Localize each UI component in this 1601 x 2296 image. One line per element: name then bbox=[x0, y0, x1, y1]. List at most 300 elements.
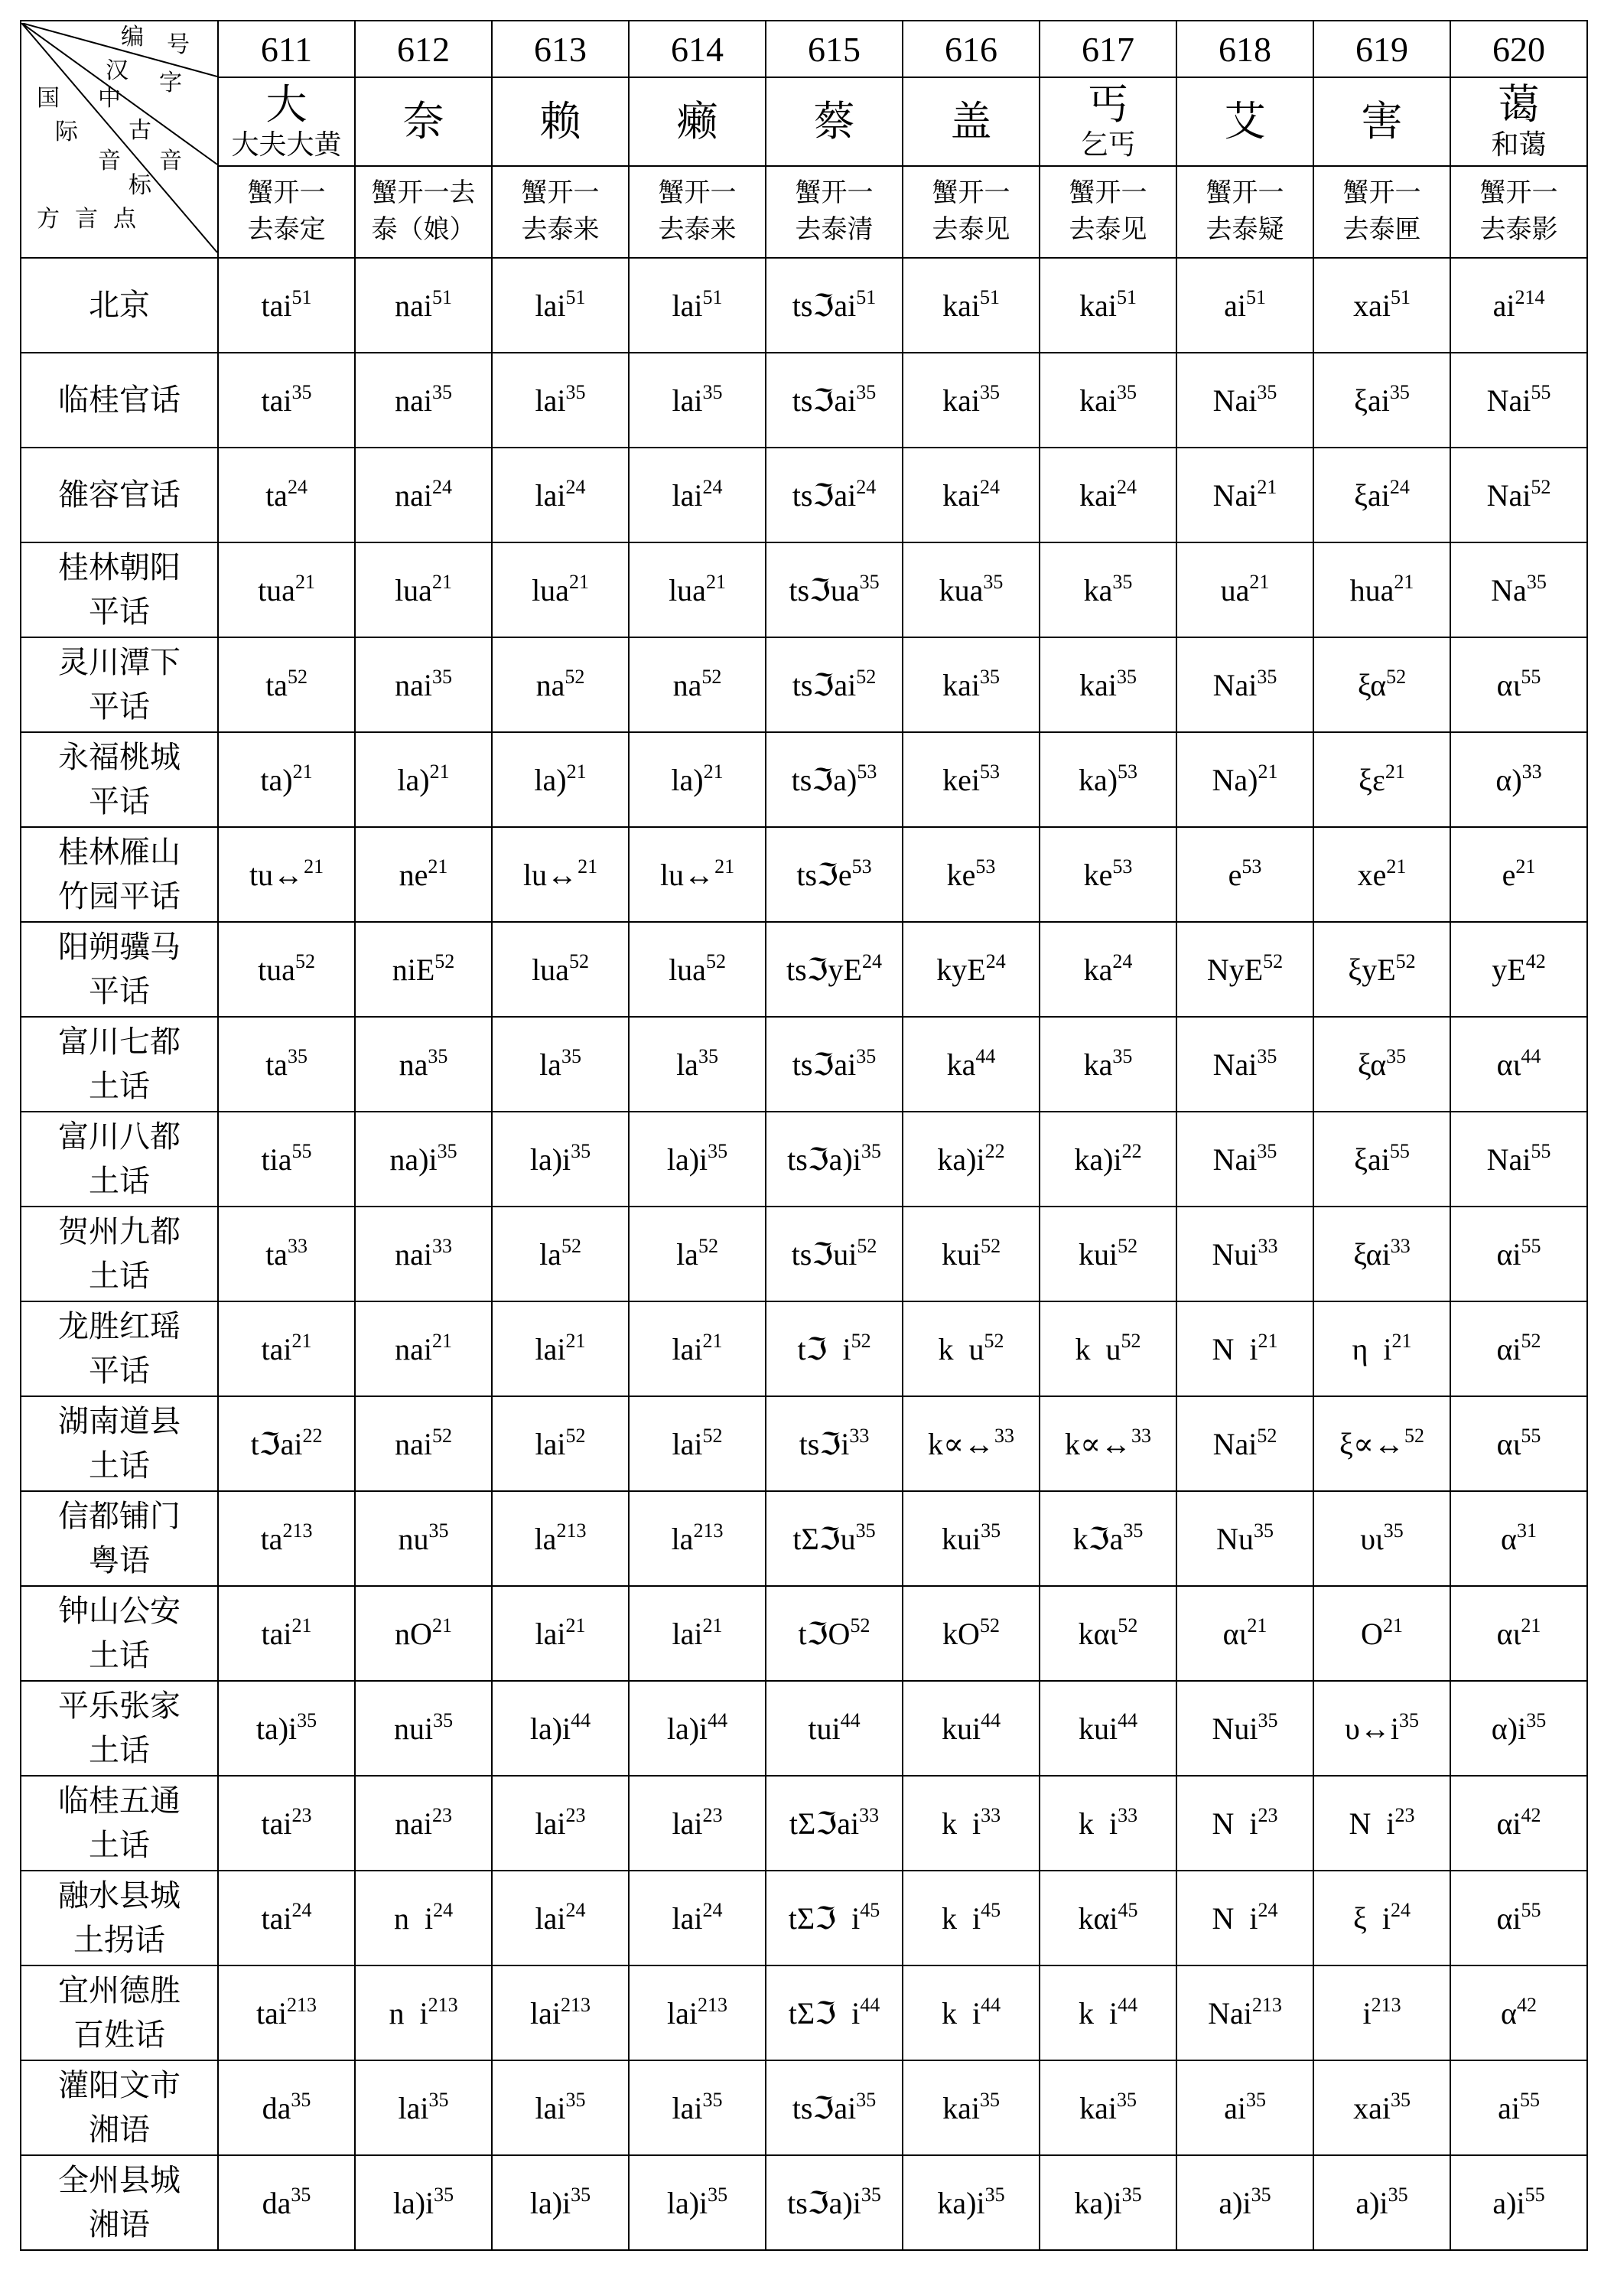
ipa-cell bbox=[1313, 1586, 1450, 1681]
tone-value: 21 bbox=[431, 1614, 452, 1637]
column-phonology bbox=[903, 166, 1040, 258]
column-number: 615 bbox=[766, 21, 903, 77]
dialect-name-line: 宜州德胜 bbox=[58, 1973, 181, 2008]
ipa-transcription: tℑai bbox=[250, 1426, 303, 1461]
ipa-cell bbox=[492, 542, 629, 637]
tone-value: 51 bbox=[702, 285, 723, 308]
tone-value: 35 bbox=[291, 2088, 311, 2111]
ipa-cell bbox=[355, 1871, 492, 1965]
ipa-cell bbox=[1450, 258, 1587, 353]
tone-value: 21 bbox=[565, 1329, 586, 1352]
ipa-cell bbox=[492, 353, 629, 448]
tone-value: 35 bbox=[1112, 1044, 1133, 1067]
ipa-cell bbox=[629, 448, 766, 542]
ipa-cell bbox=[355, 1017, 492, 1112]
ipa-cell bbox=[1313, 1017, 1450, 1112]
column-phonology bbox=[218, 166, 355, 258]
ipa-cell bbox=[355, 1965, 492, 2060]
ipa-transcription: lai bbox=[672, 2090, 703, 2125]
tone-value: 35 bbox=[428, 1044, 448, 1067]
column-number: 613 bbox=[492, 21, 629, 77]
tone-value: 33 bbox=[1521, 760, 1542, 783]
ipa-transcription: niE bbox=[392, 952, 435, 987]
column-phonology bbox=[629, 166, 766, 258]
ipa-cell bbox=[1040, 1681, 1176, 1776]
tone-value: 42 bbox=[1525, 949, 1546, 972]
ipa-transcription: k∝↔ bbox=[927, 1426, 995, 1461]
tone-value: 53 bbox=[1241, 855, 1262, 878]
tone-value: 42 bbox=[1521, 1803, 1541, 1826]
tone-value: 52 bbox=[434, 949, 455, 972]
ipa-cell bbox=[1176, 732, 1313, 827]
tone-value: 35 bbox=[428, 1519, 449, 1542]
dialect-name-line: 灵川潭下 bbox=[58, 645, 181, 679]
tone-value: 42 bbox=[1516, 1993, 1537, 2016]
ipa-transcription: tsℑai bbox=[792, 667, 857, 702]
ipa-transcription: tsℑa)i bbox=[787, 2185, 861, 2220]
column-number: 614 bbox=[629, 21, 766, 77]
ipa-transcription: tΣℑ i bbox=[788, 1995, 861, 2031]
ipa-cell bbox=[1313, 922, 1450, 1017]
ipa-cell bbox=[1176, 1681, 1313, 1776]
ipa-transcription: Nai bbox=[1212, 1047, 1258, 1082]
character-example: 和蔼 bbox=[1491, 129, 1547, 160]
ipa-transcription: ke bbox=[946, 857, 976, 892]
ipa-cell bbox=[629, 1112, 766, 1207]
tone-value: 213 bbox=[428, 1993, 458, 2016]
ipa-transcription: αι bbox=[1496, 1616, 1521, 1651]
ipa-transcription: lai bbox=[535, 477, 566, 513]
tone-value: 44 bbox=[981, 1993, 1001, 2016]
ipa-cell bbox=[766, 1586, 903, 1681]
ipa-transcription: i bbox=[1362, 1995, 1372, 2031]
ipa-transcription: Nui bbox=[1212, 1236, 1258, 1272]
tone-value: 52 bbox=[851, 1329, 871, 1352]
ipa-transcription: kO bbox=[942, 1616, 980, 1651]
ipa-cell bbox=[629, 1965, 766, 2060]
tone-value: 214 bbox=[1515, 285, 1545, 308]
ipa-cell bbox=[1040, 827, 1176, 922]
ipa-cell bbox=[355, 1681, 492, 1776]
ipa-cell bbox=[903, 2155, 1040, 2250]
ipa-cell bbox=[629, 1491, 766, 1586]
tone-value: 44 bbox=[708, 1708, 728, 1731]
ipa-cell bbox=[629, 732, 766, 827]
phonology-line: 去泰定 bbox=[247, 216, 326, 244]
tone-value: 21 bbox=[1386, 855, 1407, 878]
ipa-cell bbox=[1313, 827, 1450, 922]
character-glyph: 蔼 bbox=[1498, 82, 1540, 128]
ipa-transcription: αι bbox=[1496, 1047, 1521, 1082]
ipa-cell bbox=[492, 732, 629, 827]
dialect-point bbox=[21, 448, 218, 542]
ipa-transcription: tai bbox=[256, 1995, 287, 2031]
ipa-cell bbox=[1040, 1965, 1176, 2060]
tone-value: 35 bbox=[431, 380, 452, 403]
ipa-transcription: ua bbox=[1220, 572, 1250, 607]
tone-value: 35 bbox=[1257, 1044, 1277, 1067]
corner-label: 字 bbox=[159, 70, 182, 96]
ipa-transcription: k i bbox=[941, 1995, 981, 2031]
ipa-transcription: la bbox=[534, 1521, 557, 1556]
ipa-transcription: xe bbox=[1357, 857, 1387, 892]
ipa-cell bbox=[1450, 1491, 1587, 1586]
ipa-transcription: lai bbox=[530, 1995, 561, 2031]
character-glyph: 害 bbox=[1361, 99, 1403, 145]
tone-value: 35 bbox=[1383, 1519, 1404, 1542]
ipa-transcription: kua bbox=[939, 572, 984, 607]
ipa-cell bbox=[355, 1586, 492, 1681]
ipa-transcription: da bbox=[262, 2185, 291, 2220]
ipa-cell bbox=[629, 1017, 766, 1112]
tone-value: 35 bbox=[856, 1044, 877, 1067]
ipa-cell bbox=[766, 258, 903, 353]
ipa-transcription: ne bbox=[399, 857, 428, 892]
ipa-transcription: k i bbox=[1078, 1806, 1118, 1841]
ipa-transcription: lu↔ bbox=[659, 857, 715, 892]
corner-label: 音 bbox=[98, 148, 121, 174]
character-glyph: 艾 bbox=[1224, 99, 1266, 145]
ipa-transcription: αi bbox=[1496, 1806, 1521, 1841]
corner-label: 中 bbox=[98, 86, 121, 111]
ipa-cell bbox=[355, 353, 492, 448]
ipa-transcription: kai bbox=[1079, 2090, 1117, 2125]
tone-value: 55 bbox=[1521, 665, 1541, 688]
ipa-cell bbox=[1450, 2155, 1587, 2250]
tone-value: 31 bbox=[1516, 1519, 1537, 1542]
ipa-cell bbox=[903, 258, 1040, 353]
phonology-line: 蟹开一 bbox=[247, 179, 326, 207]
ipa-cell bbox=[1176, 637, 1313, 732]
corner-label: 音 bbox=[159, 148, 182, 174]
ipa-cell bbox=[1176, 1112, 1313, 1207]
ipa-cell bbox=[218, 637, 355, 732]
ipa-transcription: la bbox=[676, 1047, 698, 1082]
tone-value: 53 bbox=[979, 760, 1000, 783]
ipa-transcription: k u bbox=[938, 1331, 984, 1366]
dialect-name-line: 土话 bbox=[89, 1259, 150, 1293]
ipa-cell bbox=[218, 1207, 355, 1301]
ipa-transcription: la)i bbox=[529, 1141, 571, 1177]
ipa-cell bbox=[1450, 922, 1587, 1017]
table-row bbox=[21, 1301, 1587, 1396]
tone-value: 24 bbox=[287, 475, 308, 498]
ipa-cell bbox=[1040, 1586, 1176, 1681]
character-glyph: 奈 bbox=[402, 99, 444, 145]
ipa-transcription: nai bbox=[395, 1806, 432, 1841]
tone-value: 35 bbox=[984, 2183, 1005, 2206]
ipa-cell bbox=[355, 258, 492, 353]
tone-value: 51 bbox=[1116, 285, 1137, 308]
ipa-transcription: ke bbox=[1083, 857, 1113, 892]
ipa-transcription: Nai bbox=[1208, 1995, 1252, 2031]
dialect-name-line: 桂林雁山 bbox=[58, 835, 181, 869]
ipa-transcription: nui bbox=[393, 1711, 434, 1746]
corner-label: 点 bbox=[113, 207, 136, 232]
ipa-cell bbox=[1450, 1965, 1587, 2060]
tone-value: 35 bbox=[571, 2183, 591, 2206]
ipa-cell bbox=[492, 1301, 629, 1396]
ipa-transcription: tsℑa) bbox=[791, 762, 857, 797]
tone-value: 24 bbox=[1390, 1898, 1411, 1921]
ipa-cell bbox=[903, 1491, 1040, 1586]
ipa-cell bbox=[903, 1965, 1040, 2060]
ipa-transcription: tui bbox=[808, 1711, 841, 1746]
ipa-transcription: ta bbox=[265, 1047, 288, 1082]
dialect-name-line: 贺州九都 bbox=[58, 1214, 181, 1249]
ipa-cell bbox=[355, 1112, 492, 1207]
dialect-name-line: 阳朔骥马 bbox=[58, 930, 181, 964]
ipa-transcription: ka bbox=[946, 1047, 976, 1082]
table-row bbox=[21, 1396, 1587, 1491]
ipa-transcription: kai bbox=[942, 667, 980, 702]
character-glyph: 癞 bbox=[676, 99, 718, 145]
ipa-transcription: yE bbox=[1492, 952, 1526, 987]
phonology-line: 蟹开一 bbox=[795, 179, 874, 207]
ipa-transcription: N i bbox=[1349, 1806, 1395, 1841]
tone-value: 21 bbox=[1258, 1329, 1278, 1352]
dialect-point bbox=[21, 1965, 218, 2060]
tone-value: 33 bbox=[287, 1234, 308, 1257]
tone-value: 35 bbox=[1257, 1139, 1277, 1162]
ipa-transcription: lu↔ bbox=[522, 857, 578, 892]
ipa-transcription: ka)i bbox=[1074, 2185, 1122, 2220]
ipa-cell bbox=[1176, 2060, 1313, 2155]
ipa-cell bbox=[1176, 542, 1313, 637]
dialect-point bbox=[21, 1776, 218, 1871]
tone-value: 55 bbox=[1531, 380, 1551, 403]
ipa-transcription: ai bbox=[1498, 2090, 1520, 2125]
tone-value: 21 bbox=[1249, 570, 1270, 593]
ipa-cell bbox=[1313, 732, 1450, 827]
ipa-cell bbox=[903, 353, 1040, 448]
ipa-transcription: nai bbox=[395, 1236, 432, 1272]
ipa-cell bbox=[218, 448, 355, 542]
ipa-transcription: kαι bbox=[1078, 1616, 1118, 1651]
tone-value: 51 bbox=[291, 285, 312, 308]
ipa-transcription: ta) bbox=[260, 762, 293, 797]
character-glyph: 蔡 bbox=[813, 99, 855, 145]
tone-value: 35 bbox=[1390, 2088, 1411, 2111]
ipa-cell bbox=[903, 1396, 1040, 1491]
ipa-transcription: tu↔ bbox=[249, 857, 304, 892]
tone-value: 52 bbox=[981, 1234, 1001, 1257]
tone-value: 52 bbox=[1118, 1614, 1138, 1637]
ipa-transcription: tai bbox=[261, 1331, 292, 1366]
tone-value: 52 bbox=[565, 1424, 586, 1447]
tone-value: 35 bbox=[855, 1519, 876, 1542]
ipa-transcription: lai bbox=[672, 383, 703, 418]
tone-value: 52 bbox=[705, 949, 726, 972]
ipa-transcription: kai bbox=[1079, 667, 1117, 702]
ipa-transcription: αι bbox=[1222, 1616, 1248, 1651]
phonology-line: 去泰清 bbox=[795, 216, 874, 244]
ipa-transcription: kαi bbox=[1078, 1900, 1118, 1936]
table-row bbox=[21, 353, 1587, 448]
tone-value: 21 bbox=[1391, 1329, 1412, 1352]
ipa-transcription: αι bbox=[1496, 1426, 1521, 1461]
tone-value: 44 bbox=[981, 1708, 1001, 1731]
dialect-name-line: 平话 bbox=[89, 689, 150, 724]
dialect-name-line: 灌阳文市 bbox=[58, 2068, 181, 2102]
tone-value: 45 bbox=[981, 1898, 1001, 1921]
tone-value: 51 bbox=[431, 285, 452, 308]
tone-value: 21 bbox=[304, 855, 324, 878]
ipa-transcription: n i bbox=[389, 1995, 428, 2031]
tone-value: 52 bbox=[1404, 1424, 1424, 1447]
tone-value: 21 bbox=[1521, 1614, 1541, 1637]
ipa-transcription: αi bbox=[1496, 1236, 1521, 1272]
ipa-cell bbox=[218, 1301, 355, 1396]
table-row bbox=[21, 1776, 1587, 1871]
ipa-cell bbox=[766, 1776, 903, 1871]
ipa-cell bbox=[903, 922, 1040, 1017]
tone-value: 24 bbox=[565, 1898, 586, 1921]
ipa-cell bbox=[355, 542, 492, 637]
ipa-transcription: ξα bbox=[1357, 1047, 1387, 1082]
ipa-transcription: αi bbox=[1496, 1900, 1521, 1936]
ipa-cell bbox=[218, 1586, 355, 1681]
ipa-transcription: tsℑe bbox=[796, 857, 852, 892]
tone-value: 51 bbox=[979, 285, 1000, 308]
tone-value: 24 bbox=[291, 1898, 312, 1921]
ipa-transcription: lua bbox=[669, 572, 706, 607]
ipa-transcription: nai bbox=[395, 667, 432, 702]
ipa-cell bbox=[492, 2155, 629, 2250]
ipa-transcription: Nai bbox=[1212, 1426, 1258, 1461]
tone-value: 35 bbox=[561, 1044, 581, 1067]
ipa-cell bbox=[766, 448, 903, 542]
dialect-name-line: 桂林朝阳 bbox=[58, 550, 181, 585]
ipa-cell bbox=[1450, 1396, 1587, 1491]
ipa-cell bbox=[766, 637, 903, 732]
tone-value: 52 bbox=[857, 1234, 877, 1257]
tone-value: 35 bbox=[1526, 1708, 1547, 1731]
tone-value: 35 bbox=[981, 1519, 1001, 1542]
dialect-name-line: 雒容官话 bbox=[58, 477, 181, 512]
dialect-name-line: 全州县城 bbox=[58, 2163, 181, 2197]
ipa-cell bbox=[218, 922, 355, 1017]
column-phonology bbox=[1176, 166, 1313, 258]
ipa-transcription: na bbox=[535, 667, 565, 702]
dialect-point bbox=[21, 1491, 218, 1586]
tone-value: 52 bbox=[561, 1234, 581, 1257]
ipa-cell bbox=[1450, 827, 1587, 922]
tone-value: 21 bbox=[294, 570, 315, 593]
ipa-cell bbox=[1040, 1491, 1176, 1586]
column-phonology bbox=[1313, 166, 1450, 258]
column-phonology bbox=[766, 166, 903, 258]
ipa-transcription: xai bbox=[1353, 2090, 1391, 2125]
tone-value: 35 bbox=[861, 1139, 881, 1162]
ipa-cell bbox=[766, 1017, 903, 1112]
ipa-transcription: Nai bbox=[1486, 383, 1531, 418]
ipa-cell bbox=[629, 353, 766, 448]
ipa-cell bbox=[492, 1965, 629, 2060]
ipa-transcription: la)i bbox=[666, 1141, 708, 1177]
tone-value: 35 bbox=[433, 1708, 454, 1731]
ipa-transcription: kai bbox=[942, 288, 980, 323]
ipa-transcription: lai bbox=[667, 1995, 698, 2031]
ipa-cell bbox=[1176, 448, 1313, 542]
ipa-transcription: lai bbox=[535, 1806, 566, 1841]
tone-value: 21 bbox=[702, 1614, 723, 1637]
ipa-transcription: a)i bbox=[1355, 2185, 1388, 2220]
tone-value: 33 bbox=[849, 1424, 870, 1447]
dialect-name-line: 湖南道县 bbox=[58, 1404, 181, 1438]
ipa-cell bbox=[492, 1207, 629, 1301]
tone-value: 52 bbox=[856, 665, 877, 688]
ipa-transcription: tΣℑai bbox=[789, 1806, 860, 1841]
ipa-cell bbox=[492, 1871, 629, 1965]
ipa-transcription: da bbox=[262, 2090, 291, 2125]
ipa-transcription: tℑO bbox=[798, 1616, 851, 1651]
phonology-line: 去泰来 bbox=[658, 216, 737, 244]
tone-value: 55 bbox=[1531, 1139, 1551, 1162]
tone-value: 21 bbox=[714, 855, 735, 878]
tone-value: 33 bbox=[981, 1803, 1001, 1826]
ipa-transcription: na)i bbox=[389, 1141, 438, 1177]
tone-value: 21 bbox=[578, 855, 598, 878]
ipa-cell bbox=[355, 1396, 492, 1491]
ipa-cell bbox=[903, 827, 1040, 922]
tone-value: 21 bbox=[568, 570, 589, 593]
column-phonology bbox=[492, 166, 629, 258]
dialect-table bbox=[20, 20, 1588, 2251]
dialect-point bbox=[21, 1017, 218, 1112]
ipa-transcription: k∝↔ bbox=[1064, 1426, 1132, 1461]
tone-value: 52 bbox=[287, 665, 308, 688]
tone-value: 21 bbox=[291, 1329, 312, 1352]
ipa-transcription: tsℑa)i bbox=[787, 1141, 861, 1177]
ipa-transcription: Nai bbox=[1212, 1141, 1258, 1177]
character-glyph: 大 bbox=[265, 82, 308, 128]
ipa-transcription: la) bbox=[397, 762, 430, 797]
ipa-cell bbox=[1450, 542, 1587, 637]
ipa-transcription: ξai bbox=[1354, 1141, 1390, 1177]
tone-value: 52 bbox=[1386, 665, 1407, 688]
ipa-cell bbox=[629, 2155, 766, 2250]
ipa-cell bbox=[1040, 1776, 1176, 1871]
tone-value: 51 bbox=[1245, 285, 1266, 308]
tone-value: 52 bbox=[1263, 949, 1284, 972]
ipa-transcription: la bbox=[539, 1047, 561, 1082]
tone-value: 35 bbox=[1116, 380, 1137, 403]
corner-label: 古 bbox=[129, 118, 151, 143]
tone-value: 35 bbox=[708, 1139, 728, 1162]
ipa-transcription: la)i bbox=[666, 2185, 708, 2220]
ipa-transcription: tsℑai bbox=[792, 2090, 857, 2125]
ipa-cell bbox=[1040, 353, 1176, 448]
ipa-transcription: tua bbox=[258, 952, 295, 987]
dialect-name-line: 临桂官话 bbox=[58, 383, 181, 417]
tone-value: 52 bbox=[698, 1234, 718, 1257]
ipa-cell bbox=[1176, 1586, 1313, 1681]
ipa-cell bbox=[629, 1301, 766, 1396]
ipa-cell bbox=[1040, 1301, 1176, 1396]
tone-value: 55 bbox=[1519, 2088, 1540, 2111]
table-row bbox=[21, 1207, 1587, 1301]
ipa-cell bbox=[766, 2155, 903, 2250]
ipa-transcription: ka bbox=[1083, 952, 1113, 987]
ipa-transcription: k i bbox=[941, 1900, 981, 1936]
dialect-name-line: 土话 bbox=[89, 1448, 150, 1483]
ipa-transcription: kui bbox=[941, 1521, 981, 1556]
ipa-cell bbox=[218, 1681, 355, 1776]
ipa-cell bbox=[903, 1871, 1040, 1965]
ipa-transcription: kai bbox=[942, 2090, 980, 2125]
ipa-cell bbox=[355, 637, 492, 732]
